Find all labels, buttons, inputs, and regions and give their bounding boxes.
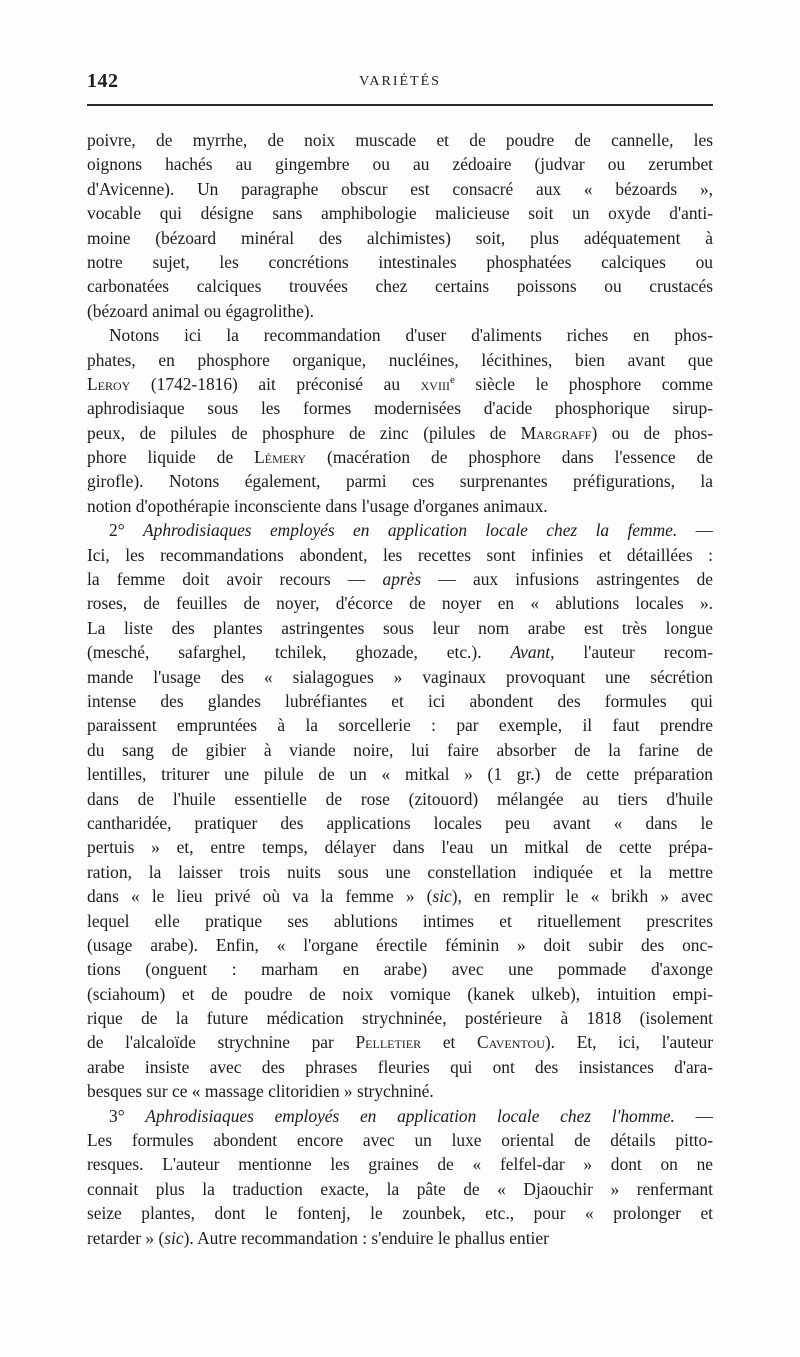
text-run: moine (bézoard minéral des alchimistes) soit, plus adéquatement à (87, 227, 713, 248)
text-run: (mesché, safarghel, tchilek, ghozade, etc.). (87, 642, 511, 663)
text-line (87, 1079, 713, 1103)
text-run: Ici, les recommandations abondent, les recettes sont infinies et détaillées : (87, 544, 713, 565)
text-run: dans de l'huile essentielle de rose (zitouord) mélangée au tiers d'huile (87, 788, 713, 809)
text-run: Leroy (87, 373, 131, 394)
text-run: ). Autre recommandation : s'enduire le phallus entier (183, 1227, 549, 1248)
text-line (87, 835, 713, 859)
text-run: carbonatées calciques trouvées chez certains poissons ou crustacés (87, 276, 713, 297)
text-line (87, 689, 713, 713)
text-line (87, 616, 713, 640)
text-line (87, 152, 713, 176)
text-run: Les formules abondent encore avec un luxe oriental de détails pitto- (87, 1130, 713, 1151)
text-run: (sciahoum) et de poudre de noix vomique (kanek ulkeb), intuition empi- (87, 983, 713, 1004)
text-run: cantharidée, pratiquer des applications locales peu avant « dans le (87, 812, 713, 833)
text-run: Avant, (510, 642, 555, 663)
text-run: Caventou (477, 1032, 545, 1053)
text-line (87, 1104, 713, 1128)
text-line (87, 909, 713, 933)
text-run: girofle). Notons également, parmi ces surprenantes préfigurations, la (87, 471, 713, 492)
text-run: seize plantes, dont le fontenj, le zounbek, etc., pour « prolonger et (87, 1203, 713, 1224)
text-run: Pelletier (355, 1032, 422, 1053)
text-line (87, 372, 713, 396)
text-run: paraissent empruntées à la sorcellerie : par exemple, il faut prendre (87, 715, 713, 736)
page-number: 142 (87, 70, 119, 92)
page-header (87, 70, 713, 100)
text-run: (1742-1816) ait préconisé au (130, 373, 421, 394)
text-line (87, 665, 713, 689)
text-run: Notons ici la recommandation d'user d'aliments riches en phos- (109, 325, 713, 346)
text-run: notre sujet, les concrétions intestinales phosphatées calciques ou (87, 251, 713, 272)
text-run: (macération de phosphore dans l'essence de (306, 447, 713, 468)
text-line (87, 543, 713, 567)
text-run: peux, de pilules de phosphure de zinc (pilules de (87, 422, 521, 443)
text-line (87, 787, 713, 811)
text-run: intense des glandes lubréfiantes et ici abondent des formules qui (87, 690, 713, 711)
text-line (87, 860, 713, 884)
text-line (87, 933, 713, 957)
text-run: (bézoard animal ou égagrolithe). (87, 300, 314, 321)
body-text (87, 128, 713, 1250)
text-run: 3° (109, 1105, 146, 1126)
text-line (87, 762, 713, 786)
text-run: pertuis » et, entre temps, délayer dans l'eau un mitkal de cette prépa- (87, 837, 713, 858)
text-run: oignons hachés au gingembre ou au zédoaire (judvar ou zerumbet (87, 154, 713, 175)
text-run: La liste des plantes astringentes sous leur nom arabe est très longue (87, 617, 713, 638)
text-line (87, 299, 713, 323)
text-line (87, 177, 713, 201)
text-run: (usage arabe). Enfin, « l'organe érectile féminin » doit subir des onc- (87, 934, 713, 955)
text-line (87, 1030, 713, 1054)
text-run: ). Et, ici, l'auteur (544, 1032, 713, 1053)
text-run: Margraff (520, 422, 592, 443)
header-rule (87, 104, 713, 106)
text-line (87, 811, 713, 835)
text-run: après (382, 569, 422, 590)
text-line (87, 1177, 713, 1201)
text-line (87, 226, 713, 250)
text-run: lentilles, triturer une pilule de un « mitkal » (1 gr.) de cette préparation (87, 764, 713, 785)
text-run: vocable qui désigne sans amphibologie malicieuse soit un oxyde d'anti- (87, 203, 713, 224)
text-run: ), en remplir le « brikh » avec (451, 886, 713, 907)
text-line (87, 396, 713, 420)
text-run: l'auteur recom- (554, 642, 714, 663)
text-line (87, 494, 713, 518)
text-line (87, 1226, 713, 1250)
text-line (87, 445, 713, 469)
text-run: phore liquide de (87, 447, 255, 468)
text-line (87, 1055, 713, 1079)
text-line (87, 591, 713, 615)
text-run: sic (432, 886, 452, 907)
text-line (87, 884, 713, 908)
text-run: — aux infusions astringentes de (421, 569, 713, 590)
text-line (87, 348, 713, 372)
text-run: lequel elle pratique ses ablutions intimes et rituellement prescrites (87, 910, 713, 931)
running-head: VARIÉTÉS (359, 74, 441, 89)
text-line (87, 1006, 713, 1030)
text-line (87, 1152, 713, 1176)
text-run: e (449, 374, 455, 387)
text-line (87, 640, 713, 664)
text-line (87, 957, 713, 981)
text-run: — (677, 520, 713, 541)
text-run: roses, de feuilles de noyer, d'écorce de noyer en « ablutions locales ». (87, 593, 713, 614)
text-line (87, 323, 713, 347)
text-line (87, 567, 713, 591)
text-line (87, 469, 713, 493)
text-run: de l'alcaloïde strychnine par (87, 1032, 356, 1053)
text-run: siècle le phosphore comme (454, 373, 713, 394)
text-run: aphrodisiaque sous les formes modernisées d'acide phosphorique sirup- (87, 398, 713, 419)
text-line (87, 274, 713, 298)
text-run: xviii (420, 373, 450, 394)
text-run: 2° (109, 520, 144, 541)
text-line (87, 421, 713, 445)
text-run: — (674, 1105, 713, 1126)
text-run: connait plus la traduction exacte, la pâte de « Djaouchir » renfermant (87, 1178, 713, 1199)
text-run: d'Avicenne). Un paragraphe obscur est consacré aux « bézoards », (87, 178, 713, 199)
text-run: retarder » ( (87, 1227, 165, 1248)
text-run: resques. L'auteur mentionne les graines de « felfel-dar » dont on ne (87, 1154, 713, 1175)
text-run: arabe insiste avec des phrases fleuries qui ont des insistances d'ara- (87, 1056, 713, 1077)
text-line (87, 250, 713, 274)
text-line (87, 738, 713, 762)
text-line (87, 713, 713, 737)
text-run: rique de la future médication strychninée, postérieure à 1818 (isolement (87, 1008, 713, 1029)
text-line (87, 518, 713, 542)
text-line (87, 201, 713, 225)
text-run: et (421, 1032, 478, 1053)
text-run: la femme doit avoir recours — (87, 569, 383, 590)
text-run: dans « le lieu privé où va la femme » ( (87, 886, 433, 907)
text-line (87, 1128, 713, 1152)
text-run: phates, en phosphore organique, nucléines, lécithines, bien avant que (87, 349, 713, 370)
text-run: ration, la laisser trois nuits sous une constellation indiquée et la mettre (87, 861, 713, 882)
text-run: notion d'opothérapie inconsciente dans l'usage d'organes animaux. (87, 495, 548, 516)
text-run: ) ou de phos- (591, 422, 713, 443)
text-run: Aphrodisiaques employés en application locale chez l'homme. (145, 1105, 675, 1126)
text-run: du sang de gibier à viande noire, lui faire absorber de la farine de (87, 739, 713, 760)
text-line (87, 128, 713, 152)
text-run: mande l'usage des « sialagogues » vaginaux provoquant une sécrétion (87, 666, 713, 687)
text-run: poivre, de myrrhe, de noix muscade et de poudre de cannelle, les (87, 130, 713, 150)
text-run: Lémery (254, 447, 307, 468)
text-line (87, 1201, 713, 1225)
text-run: besques sur ce « massage clitoridien » strychniné. (87, 1081, 434, 1102)
text-run: sic (164, 1227, 184, 1248)
text-run: tions (onguent : marham en arabe) avec une pommade d'axonge (87, 959, 713, 980)
text-line (87, 982, 713, 1006)
text-run: Aphrodisiaques employés en application locale chez la femme. (143, 520, 678, 541)
